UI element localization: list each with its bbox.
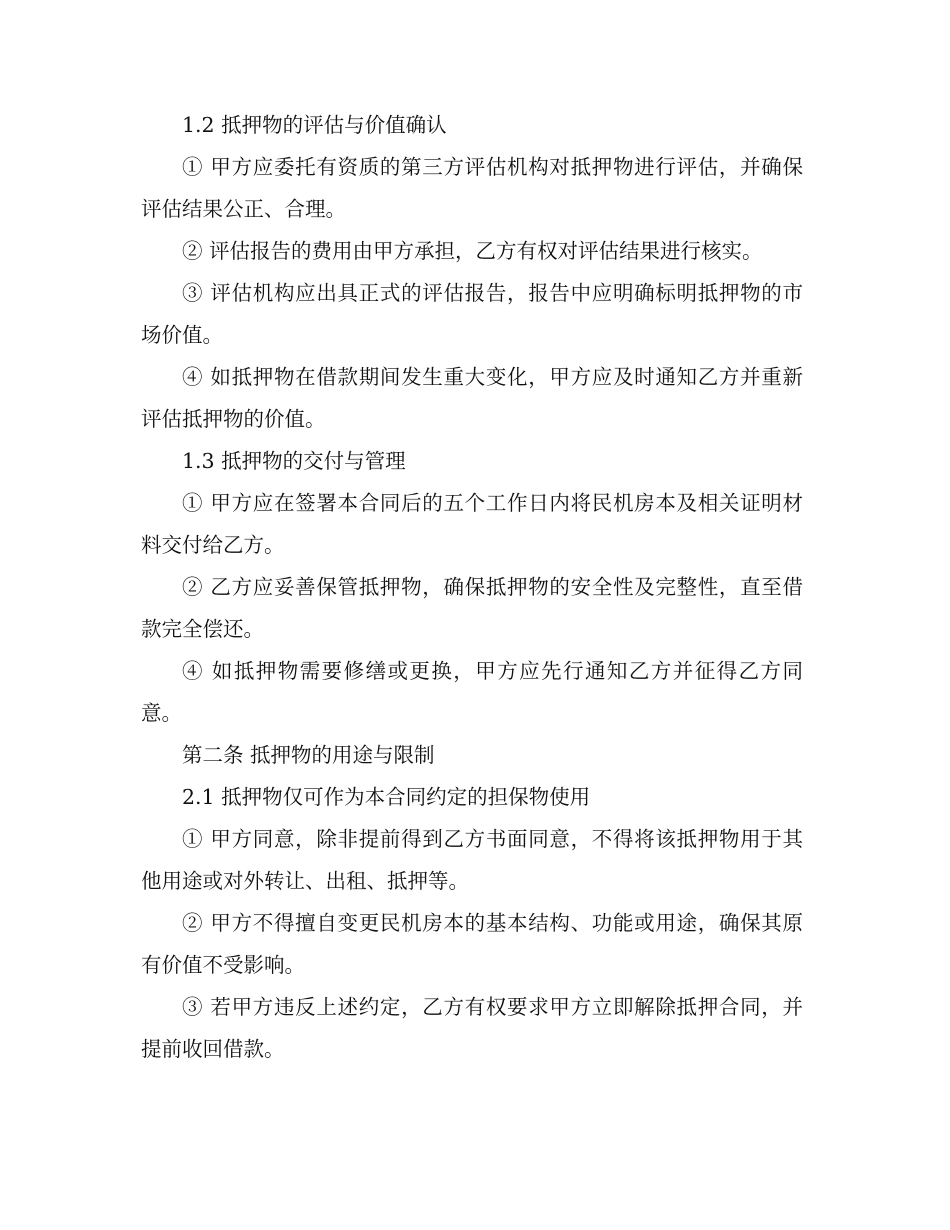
clause-paragraph: ② 评估报告的费用由甲方承担，乙方有权对评估结果进行核实。 xyxy=(182,239,763,263)
clause-paragraph: ④ 如抵押物在借款期间发生重大变化，甲方应及时通知乙方并重新评估抵押物的价值。 xyxy=(141,365,803,431)
subsection-heading-1-2: 1.2 抵押物的评估与价值确认 xyxy=(182,113,447,137)
clause-paragraph: ② 甲方不得擅自变更民机房本的基本结构、功能或用途，确保其原有价值不受影响。 xyxy=(141,911,803,977)
clause-paragraph: ③ 评估机构应出具正式的评估报告，报告中应明确标明抵押物的市场价值。 xyxy=(141,281,803,347)
clause-paragraph: ① 甲方应委托有资质的第三方评估机构对抵押物进行评估，并确保评估结果公正、合理。 xyxy=(141,155,803,221)
clause-paragraph: ④ 如抵押物需要修缮或更换，甲方应先行通知乙方并征得乙方同意。 xyxy=(141,659,803,725)
clause-paragraph: ③ 若甲方违反上述约定，乙方有权要求甲方立即解除抵押合同，并提前收回借款。 xyxy=(141,995,803,1061)
article-heading-2: 第二条 抵押物的用途与限制 xyxy=(182,743,435,767)
clause-paragraph: ① 甲方同意，除非提前得到乙方书面同意，不得将该抵押物用于其他用途或对外转让、出租、抵押等。 xyxy=(141,827,803,893)
subsection-heading-2-1: 2.1 抵押物仅可作为本合同约定的担保物使用 xyxy=(182,785,591,809)
clause-paragraph: ① 甲方应在签署本合同后的五个工作日内将民机房本及相关证明材料交付给乙方。 xyxy=(141,491,803,557)
document-body xyxy=(141,104,803,1070)
subsection-heading-1-3: 1.3 抵押物的交付与管理 xyxy=(182,449,406,473)
clause-paragraph: ② 乙方应妥善保管抵押物，确保抵押物的安全性及完整性，直至借款完全偿还。 xyxy=(141,575,803,641)
